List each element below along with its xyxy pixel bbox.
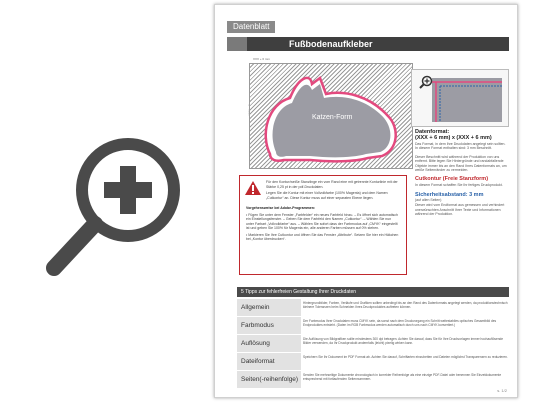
page-title: Fußbodenaufkleber (289, 39, 373, 49)
width-dimension: XXX + 6 mm (253, 57, 270, 61)
tip-label: Dateiformat (237, 353, 301, 370)
magnify-plus-icon[interactable] (40, 128, 190, 298)
tip-text: Senden Sie mehrseitige Dokumente chronologisch in korrekter Reihenfolge als eine einzige PDF-Datei oder benennen Sie Einzeldokumente entsprechend mit fortlaufenden Seitennummern. (303, 373, 502, 381)
warning-steps (246, 206, 400, 242)
tip-label: Auflösung (237, 335, 301, 352)
warning-text-2: Legen Sie die Kontur mit einer Vollvolkfarbe (100% Magenta) und dem Namen „Cutkontur“ an. Diese Kontur muss auf einer separaten Ebene liegen. (266, 191, 388, 200)
format-info (415, 129, 509, 220)
tip-label: Seiten(-reihenfolge) (237, 371, 301, 388)
tips-table (237, 299, 509, 389)
table-row (237, 353, 509, 371)
cat-shape-artwork (249, 63, 413, 169)
safety-sub: (auf allen Seiten) (415, 197, 442, 202)
table-row (237, 299, 509, 317)
contour-text: In diesem Format schaffen Sie Ihr fertiges Druckprodukt. (415, 183, 503, 188)
contour-head: Cutkontur (Freie Stanzform) (415, 176, 489, 183)
safety-text: Dieser wird vom Endformat aus gemessen und verhindert unerwünschten Anschnitt Ihrer Texte und Informationen während der Produktion. (415, 203, 505, 217)
format-text: Das Format, in dem Ihre Druckdaten angelegt sein sollten. In diesem Format enthalten sind: 3 mm Beschnitt. (415, 142, 506, 151)
title-accent (227, 37, 247, 51)
tip-text: Der Farbmodus Ihrer Druckdaten muss CMYK sein, da sonst nach dem Druckvorgang ein Schritt weitestabiles optisches Gesamtbild des Endproduktes entsteht. (Daten im RGB Farbmodus werden automatisch durch uns nach CMYK konvertiert.) (303, 319, 497, 327)
bleed-preview (411, 69, 509, 127)
datasheet-page (214, 4, 518, 398)
tip-label: Farbmodus (237, 317, 301, 334)
datasheet-tag: Datenblatt (227, 21, 275, 33)
warning-text-1: Für den Kontur/weiße Stanzlinge ein vom Rand eine mit getrennte Konturlinie mit der Stärke 0,25 pt in der pdf-Druckdaten. (266, 180, 398, 189)
page-number: s. 1/2 (497, 388, 507, 393)
tip-text: Die Auflösung von Bildgrafiken sollte mindestens 300 dpi betragen. Achten Sie darauf, dass Sie für Ihre Druckvorlagen immer hochauflösende Bilder verwenden, da Ihr Druckprodukt andernfalls (leicht) pixelig wirken kann. (303, 337, 504, 345)
safety-head: Sicherheitsabstand: 3 mm (415, 191, 484, 198)
warning-text (266, 180, 402, 200)
tip-text: Hintergrundbilder, Farben, Verläufe und Grafiken sollten unbedingt bis an den Rand des Datenformats angelegt werden, da produktionstechnisch kleinere Toleranzen beim Schneiden Ihres Druckproduktes auftreten können. (303, 301, 508, 309)
warning-box (239, 175, 407, 275)
cat-shape-label: Katzen-Form (312, 114, 353, 121)
magnify-plus-small-icon[interactable] (418, 74, 434, 90)
warning-icon (244, 180, 262, 196)
bleed-text: Dieser Beschnitt wird während der Produktion von uns entfernt. Bitte legen Sie Hintergründe und randabfallende Objekte immer bis an den Rand Ihres Datenformats an, um weiße Seitenränder zu vermeiden. (415, 154, 507, 173)
steps-text: • Fügen Sie unter dem Fenster „Farbfelder“ ein neues Farbfeld hinzu. – Es öffnet sich automatisch ein Einstellungsfenster. – Geben Sie dem Farbfeld den Namen „Cutkontur“. – Wählen Sie nun unter Farbart „Vollvolkfarbe“ aus. – Wählen Sie sofort dass der Farbmodus auf „CMYK“ eingestellt ist und geben Sie 100% für Magenta ein, alle anderen Farben müssen auf 0% stehen. (246, 212, 398, 230)
format-head: Datenformat: (415, 129, 450, 135)
table-row (237, 335, 509, 353)
steps-head: Vorgehensweise bei Adobe-Programmen: (246, 206, 316, 210)
table-row (237, 317, 509, 335)
tip-text: Speichern Sie Ihr Dokument im PDF Format ab. Achten Sie darauf, Schriftarten einzubetten und Dateien möglichst Transparenzen zu reduzieren. (303, 355, 508, 359)
tips-heading: 5 Tipps zur fehlerfreien Gestaltung Ihrer Druckdaten (237, 287, 509, 297)
format-size: (XXX + 6 mm) x (XXX + 6 mm) (415, 135, 492, 141)
tip-label: Allgemein (237, 299, 301, 316)
table-row (237, 371, 509, 389)
title-bar (227, 37, 509, 51)
steps-text-2: • Markieren Sie Ihre Cutkontur und öffnen Sie das Fenster „Attribute“. Setzen Sie hier ein Häkchen bei „Kontur überdrucken“. (246, 232, 399, 241)
